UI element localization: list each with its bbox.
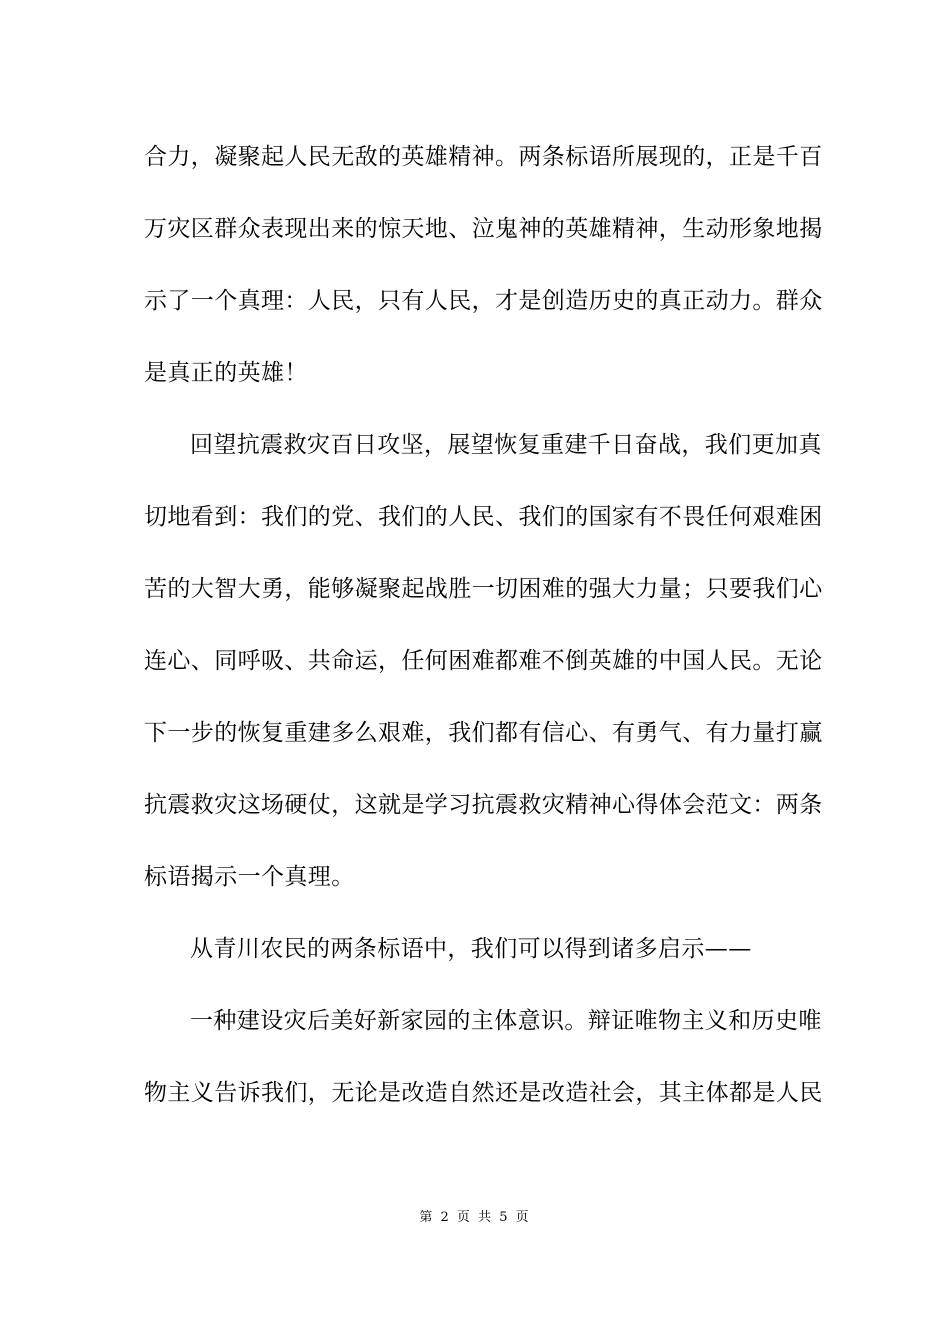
body-text-line: 苦的大智大勇，能够凝聚起战胜一切困难的强大力量；只要我们心 [144,576,823,602]
body-text-line: 物主义告诉我们，无论是改造自然还是改造社会，其主体都是人民 [144,1080,823,1106]
body-text-line: 是真正的英雄！ [144,360,308,386]
body-text-line: 下一步的恢复重建多么艰难，我们都有信心、有勇气、有力量打赢 [144,720,823,746]
paragraph-first-line: 从青川农民的两条标语中，我们可以得到诸多启示—— [190,936,752,962]
paragraph-first-line: 一种建设灾后美好新家园的主体意识。辩证唯物主义和历史唯 [190,1008,822,1034]
body-text-line: 连心、同呼吸、共命运，任何困难都难不倒英雄的中国人民。无论 [144,648,823,674]
body-text-line: 切地看到：我们的党、我们的人民、我们的国家有不畏任何艰难困 [144,504,823,530]
body-text-line: 万灾区群众表现出来的惊天地、泣鬼神的英雄精神，生动形象地揭 [144,216,823,242]
body-text-line: 示了一个真理：人民，只有人民，才是创造历史的真正动力。群众 [144,288,823,314]
page-number-footer: 第 2 页 共 5 页 [419,1210,531,1225]
paragraph-first-line: 回望抗震救灾百日攻坚，展望恢复重建千日奋战，我们更加真 [190,432,822,458]
body-text-line: 合力，凝聚起人民无敌的英雄精神。两条标语所展现的，正是千百 [144,144,823,170]
body-text-line: 标语揭示一个真理。 [144,864,355,890]
body-text-line: 抗震救灾这场硬仗，这就是学习抗震救灾精神心得体会范文：两条 [144,792,823,818]
